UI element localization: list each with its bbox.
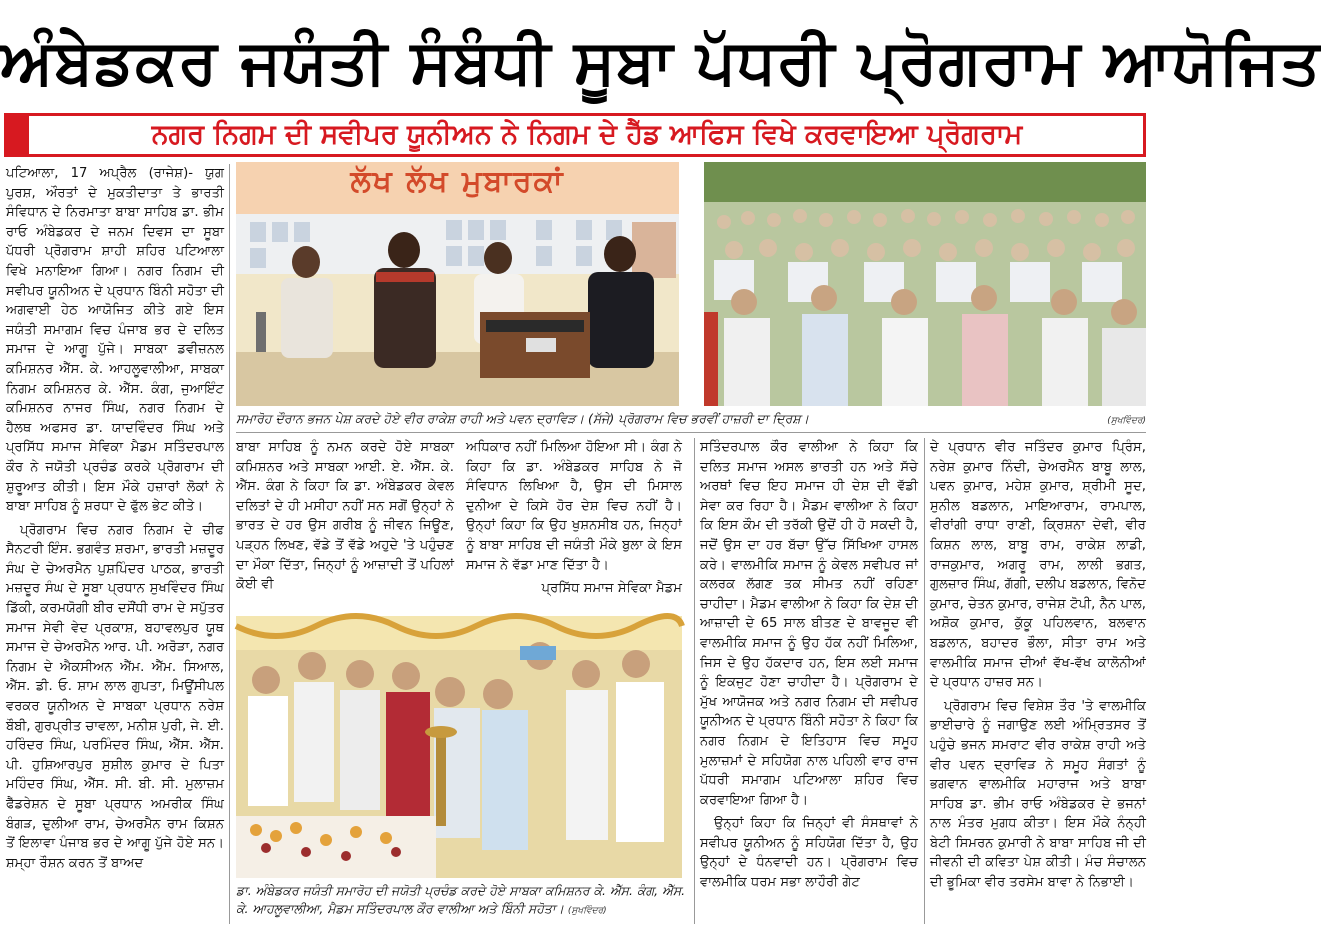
article-column-4 <box>700 438 918 924</box>
column2-paragraph-1: ਬਾਬਾ ਸਾਹਿਬ ਨੂੰ ਨਮਨ ਕਰਦੇ ਹੋਏ ਸਾਬਕਾ ਕਮਿਸ਼ਨਰ ਅਤੇ ਸਾਬਕਾ ਆਈ. ਏ. ਐੱਸ. ਕੇ. ਐੱਸ. ਕੰਗ ਨੇ ਕਿਹਾ ਕਿ ਡਾ. ਅੰਬੇਡਕਰ ਕੇਵਲ ਦਲਿਤਾਂ ਦੇ ਹੀ ਮਸੀਹਾ ਨਹੀਂ ਸਨ ਸਗੋਂ ਉਨ੍ਹਾਂ ਨੇ ਭਾਰਤ ਦੇ ਹਰ ਉਸ ਗਰੀਬ ਨੂੰ ਜੀਵਨ ਜਿਊਣ, ਪੜ੍ਹਨ ਲਿਖਣ, ਵੱਡੇ ਤੋਂ ਵੱਡੇ ਅਹੁਦੇ 'ਤੇ ਪਹੁੰਚਣ ਦਾ ਮੌਕਾ ਦਿੱਤਾ, ਜਿਨ੍ਹਾਂ ਨੂੰ ਆਜ਼ਾਦੀ ਤੋਂ ਪਹਿਲਾਂ ਕੋਈ ਵੀ <box>236 440 454 593</box>
column-divider <box>924 438 925 924</box>
column3-paragraph-2: ਪ੍ਰਸਿੱਧ ਸਮਾਜ ਸੇਵਿਕਾ ਮੈਡਮ <box>541 581 682 597</box>
column-divider <box>694 438 695 924</box>
caption-bottom-credit: (ਸੁਖਵਿੰਦਰ) <box>567 906 607 916</box>
subheadline-accent <box>7 116 29 154</box>
column4-paragraph-1: ਸਤਿੰਦਰਪਾਲ ਕੌਰ ਵਾਲੀਆ ਨੇ ਕਿਹਾ ਕਿ ਦਲਿਤ ਸਮਾਜ ਅਸਲ ਭਾਰਤੀ ਹਨ ਅਤੇ ਸੱਚੇ ਅਰਥਾਂ ਵਿਚ ਇਹ ਸਮਾਜ ਹੀ ਦੇਸ਼ ਦੀ ਵੱਡੀ ਸੇਵਾ ਕਰ ਰਿਹਾ ਹੈ। ਮੈਡਮ ਵਾਲੀਆ ਨੇ ਕਿਹਾ ਕਿ ਇਸ ਕੌਮ ਦੀ ਤਰੱਕੀ ਉਦੋਂ ਹੀ ਹੋ ਸਕਦੀ ਹੈ, ਜਦੋਂ ਉਸ ਦਾ ਹਰ ਬੱਚਾ ਉੱਚ ਸਿੱਖਿਆ ਹਾਸਲ ਕਰੇ। ਵਾਲਮੀਕਿ ਸਮਾਜ ਨੂੰ ਕੇਵਲ ਸਵੀਪਰ ਜਾਂ ਕਲਰਕ ਲੱਗਣ ਤਕ ਸੀਮਤ ਨਹੀਂ ਰਹਿਣਾ ਚਾਹੀਦਾ। ਮੈਡਮ ਵਾਲੀਆ ਨੇ ਕਿਹਾ ਕਿ ਦੇਸ਼ ਦੀ ਆਜ਼ਾਦੀ ਦੇ 65 ਸਾਲ ਬੀਤਣ ਦੇ ਬਾਵਜੂਦ ਵੀ ਵਾਲਮੀਕਿ ਸਮਾਜ ਨੂੰ ਉਹ ਹੱਕ ਨਹੀਂ ਮਿਲਿਆ, ਜਿਸ ਦੇ ਉਹ ਹੱਕਦਾਰ ਹਨ, ਇਸ ਲਈ ਸਮਾਜ ਨੂੰ ਇਕਜੁਟ ਹੋਣਾ ਚਾਹੀਦਾ ਹੈ। ਪ੍ਰੋਗਰਾਮ ਦੇ ਮੁੱਖ ਆਯੋਜਕ ਅਤੇ ਨਗਰ ਨਿਗਮ ਦੀ ਸਵੀਪਰ ਯੂਨੀਅਨ ਦੇ ਪ੍ਰਧਾਨ ਬਿੰਨੀ ਸਹੋਤਾ ਨੇ ਕਿਹਾ ਕਿ ਨਗਰ ਨਿਗਮ ਦੇ ਇਤਿਹਾਸ ਵਿਚ ਸਮੂਹ ਮੁਲਾਜ਼ਮਾਂ ਦੇ ਸਹਿਯੋਗ ਨਾਲ ਪਹਿਲੀ ਵਾਰ ਰਾਜ ਪੱਧਰੀ ਸਮਾਗਮ ਪਟਿਆਲਾ ਸ਼ਹਿਰ ਵਿਚ ਕਰਵਾਇਆ ਗਿਆ ਹੈ। <box>700 440 918 808</box>
photo-lamp-lighting <box>236 616 682 878</box>
caption-bottom-text: ਡਾ. ਅੰਬੇਡਕਰ ਜਯੰਤੀ ਸਮਾਰੋਹ ਦੀ ਜਯੋਤੀ ਪ੍ਰਚੰਡ ਕਰਦੇ ਹੋਏ ਸਾਬਕਾ ਕਮਿਸ਼ਨਰ ਕੇ. ਐੱਸ. ਕੰਗ, ਐੱਸ. ਕੇ. ਆਹਲੂਵਾਲੀਆ, ਮੈਡਮ ਸਤਿੰਦਰਪਾਲ ਕੌਰ ਵਾਲੀਆ ਅਤੇ ਬਿੰਨੀ ਸਹੋਤਾ। <box>236 883 686 916</box>
caption-top-text: ਸਮਾਰੋਹ ਦੌਰਾਨ ਭਜਨ ਪੇਸ਼ ਕਰਦੇ ਹੋਏ ਵੀਰ ਰਾਕੇਸ਼ ਰਾਹੀ ਅਤੇ ਪਵਨ ਦ੍ਰਾਵਿੜ। (ਸੱਜੇ) ਪ੍ਰੋਗਰਾਮ ਵਿਚ ਭਰਵੀਂ ਹਾਜ਼ਰੀ ਦਾ ਦ੍ਰਿਸ਼। <box>236 411 809 426</box>
article-column-1 <box>6 164 224 924</box>
article-column-5 <box>930 438 1146 924</box>
photo-bhajan-singers <box>236 162 679 406</box>
photo-crowd <box>704 162 1146 406</box>
article-column-3 <box>466 438 682 610</box>
column4-paragraph-2: ਉਨ੍ਹਾਂ ਕਿਹਾ ਕਿ ਜਿਨ੍ਹਾਂ ਵੀ ਸੰਸਥਾਵਾਂ ਨੇ ਸਵੀਪਰ ਯੂਨੀਅਨ ਨੂੰ ਸਹਿਯੋਗ ਦਿੱਤਾ ਹੈ, ਉਹ ਉਨ੍ਹਾਂ ਦੇ ਧੰਨਵਾਦੀ ਹਨ। ਪ੍ਰੋਗਰਾਮ ਵਿਚ ਵਾਲਮੀਕਿ ਧਰਮ ਸਭਾ ਲਾਹੌਰੀ ਗੇਟ <box>700 816 918 891</box>
caption-divider <box>236 432 1146 433</box>
column5-paragraph-1: ਦੇ ਪ੍ਰਧਾਨ ਵੀਰ ਜਤਿੰਦਰ ਕੁਮਾਰ ਪ੍ਰਿੰਸ, ਨਰੇਸ਼ ਕੁਮਾਰ ਨਿੰਦੀ, ਚੇਅਰਮੈਨ ਬਾਬੂ ਲਾਲ, ਪਵਨ ਕੁਮਾਰ, ਮਹੇਸ਼ ਕੁਮਾਰ, ਸ਼੍ਰੀਮੀ ਸੂਦ, ਸੁਨੀਲ ਬਡਲਾਨ, ਮਾਇਆਰਾਮ, ਰਾਮਪਾਲ, ਵੀਰਾਂਗੀ ਰਾਧਾ ਰਾਣੀ, ਕ੍ਰਿਸ਼ਨਾ ਦੇਵੀ, ਵੀਰ ਕਿਸ਼ਨ ਲਾਲ, ਬਾਬੂ ਰਾਮ, ਰਾਕੇਸ਼ ਲਾਡੀ, ਰਾਜਕੁਮਾਰ, ਅਗਰੂ ਰਾਮ, ਲਾਲੀ ਭਗਤ, ਗੁਲਜ਼ਾਰ ਸਿੰਘ, ਗੱਗੀ, ਦਲੀਪ ਬਡਲਾਨ, ਵਿਨੋਦ ਕੁਮਾਰ, ਚੇਤਨ ਕੁਮਾਰ, ਰਾਜੇਸ਼ ਟੋਪੀ, ਨੈਨ ਪਾਲ, ਅਸ਼ੋਕ ਕੁਮਾਰ, ਕੁੱਕੂ ਪਹਿਲਵਾਨ, ਬਲਵਾਨ ਬਡਲਾਨ, ਬਹਾਦਰ ਭੌਲਾ, ਸੀਤਾ ਰਾਮ ਅਤੇ ਵਾਲਮੀਕਿ ਸਮਾਜ ਦੀਆਂ ਵੱਖ-ਵੱਖ ਕਾਲੋਨੀਆਂ ਦੇ ਪ੍ਰਧਾਨ ਹਾਜ਼ਰ ਸਨ। <box>930 440 1146 691</box>
caption-bottom <box>236 882 686 926</box>
headline: ਅੰਬੇਡਕਰ ਜਯੰਤੀ ਸੰਬੰਧੀ ਸੂਬਾ ਪੱਧਰੀ ਪ੍ਰੋਗਰਾਮ ਆਯੋਜਿਤ <box>0 25 1321 98</box>
caption-top <box>236 410 1146 430</box>
banner-text: ਲੱਖ ਲੱਖ ਮੁਬਾਰਕਾਂ <box>350 164 565 199</box>
crowd-photo-illustration <box>704 162 1146 406</box>
lamp-photo-illustration <box>236 616 682 878</box>
subheadline-bar <box>4 113 1146 157</box>
column1-paragraph-2: ਪ੍ਰੋਗਰਾਮ ਵਿਚ ਨਗਰ ਨਿਗਮ ਦੇ ਚੀਫ ਸੈਨਟਰੀ ਇੰਸ. ਭਗਵੰਤ ਸ਼ਰਮਾ, ਭਾਰਤੀ ਮਜ਼ਦੂਰ ਸੰਘ ਦੇ ਚੇਅਰਮੈਨ ਪੁਸ਼ਪਿੰਦਰ ਪਾਠਕ, ਭਾਰਤੀ ਮਜ਼ਦੂਰ ਸੰਘ ਦੇ ਸੂਬਾ ਪ੍ਰਧਾਨ ਸੁਖਵਿੰਦਰ ਸਿੰਘ ਡਿੱਕੀ, ਕਰਮਯੋਗੀ ਬੀਰ ਦਸੌਂਧੀ ਰਾਮ ਦੇ ਸਪੁੱਤਰ ਸਮਾਜ ਸੇਵੀ ਵੇਦ ਪ੍ਰਕਾਸ਼, ਬਹਾਵਲਪੁਰ ਯੂਥ ਸਮਾਜ ਦੇ ਚੇਅਰਮੈਨ ਆਰ. ਪੀ. ਅਰੋੜਾ, ਨਗਰ ਨਿਗਮ ਦੇ ਐਕਸੀਅਨ ਐੱਮ. ਐੱਮ. ਸਿਆਲ, ਐੱਸ. ਡੀ. ਓ. ਸ਼ਾਮ ਲਾਲ ਗੁਪਤਾ, ਮਿਊਂਸੀਪਲ ਵਰਕਰ ਯੂਨੀਅਨ ਦੇ ਸਾਬਕਾ ਪ੍ਰਧਾਨ ਨਰੇਸ਼ ਬੌਬੀ, ਗੁਰਪ੍ਰੀਤ ਚਾਵਲਾ, ਮਨੀਸ਼ ਪੁਰੀ, ਜੇ. ਈ. ਹਰਿੰਦਰ ਸਿੰਘ, ਪਰਮਿੰਦਰ ਸਿੰਘ, ਐੱਸ. ਐੱਸ. ਪੀ. ਹੁਸ਼ਿਆਰਪੁਰ ਸੁਸ਼ੀਲ ਕੁਮਾਰ ਦੇ ਪਿਤਾ ਮਹਿੰਦਰ ਸਿੰਘ, ਐੱਸ. ਸੀ. ਬੀ. ਸੀ. ਮੁਲਾਜ਼ਮ ਫੈੱਡਰੇਸ਼ਨ ਦੇ ਸੂਬਾ ਪ੍ਰਧਾਨ ਅਮਰੀਕ ਸਿੰਘ ਬੰਗੜ, ਦੁਲੀਆ ਰਾਮ, ਚੇਅਰਮੈਨ ਰਾਮ ਕਿਸ਼ਨ ਤੋਂ ਇਲਾਵਾ ਪੰਜਾਬ ਭਰ ਦੇ ਆਗੂ ਪੁੱਜੇ ਹੋਏ ਸਨ। ਸ਼ਮ੍ਹਾ ਰੌਸ਼ਨ ਕਰਨ ਤੋਂ ਬਾਅਦ <box>6 522 224 871</box>
column3-paragraph-1: ਅਧਿਕਾਰ ਨਹੀਂ ਮਿਲਿਆ ਹੋਇਆ ਸੀ। ਕੰਗ ਨੇ ਕਿਹਾ ਕਿ ਡਾ. ਅੰਬੇਡਕਰ ਸਾਹਿਬ ਨੇ ਜੋ ਸੰਵਿਧਾਨ ਲਿਖਿਆ ਹੈ, ਉਸ ਦੀ ਮਿਸਾਲ ਦੁਨੀਆ ਦੇ ਕਿਸੇ ਹੋਰ ਦੇਸ਼ ਵਿਚ ਨਹੀਂ ਹੈ। ਉਨ੍ਹਾਂ ਕਿਹਾ ਕਿ ਉਹ ਖੁਸ਼ਨਸੀਬ ਹਨ, ਜਿਨ੍ਹਾਂ ਨੂੰ ਬਾਬਾ ਸਾਹਿਬ ਦੀ ਜਯੰਤੀ ਮੌਕੇ ਬੁਲਾ ਕੇ ਇਸ ਸਮਾਜ ਨੇ ਵੱਡਾ ਮਾਣ ਦਿੱਤਾ ਹੈ। <box>466 440 682 573</box>
column-divider <box>229 164 230 924</box>
column5-paragraph-2: ਪ੍ਰੋਗਰਾਮ ਵਿਚ ਵਿਸ਼ੇਸ਼ ਤੌਰ 'ਤੇ ਵਾਲਮੀਕਿ ਭਾਈਚਾਰੇ ਨੂੰ ਜਗਾਉਣ ਲਈ ਅੰਮ੍ਰਿਤਸਰ ਤੋਂ ਪਹੁੰਚੇ ਭਜਨ ਸਮਰਾਟ ਵੀਰ ਰਾਕੇਸ਼ ਰਾਹੀ ਅਤੇ ਵੀਰ ਪਵਨ ਦ੍ਰਾਵਿੜ ਨੇ ਸਮੂਹ ਸੰਗਤਾਂ ਨੂੰ ਭਗਵਾਨ ਵਾਲਮੀਕਿ ਮਹਾਰਾਜ ਅਤੇ ਬਾਬਾ ਸਾਹਿਬ ਡਾ. ਭੀਮ ਰਾਓ ਅੰਬੇਡਕਰ ਦੇ ਭਜਨਾਂ ਨਾਲ ਮੰਤਰ ਮੁਗਧ ਕੀਤਾ। ਇਸ ਮੌਕੇ ਨੰਨ੍ਹੀ ਬੇਟੀ ਸਿਮਰਨ ਕੁਮਾਰੀ ਨੇ ਬਾਬਾ ਸਾਹਿਬ ਜੀ ਦੀ ਜੀਵਨੀ ਦੀ ਕਵਿਤਾ ਪੇਸ਼ ਕੀਤੀ। ਮੰਚ ਸੰਚਾਲਨ ਦੀ ਭੂਮਿਕਾ ਵੀਰ ਤਰਸੇਮ ਬਾਵਾ ਨੇ ਨਿਭਾਈ। <box>930 698 1146 891</box>
subheadline: ਨਗਰ ਨਿਗਮ ਦੀ ਸਵੀਪਰ ਯੂਨੀਅਨ ਨੇ ਨਿਗਮ ਦੇ ਹੈੱਡ ਆਫਿਸ ਵਿਖੇ ਕਰਵਾਇਆ ਪ੍ਰੋਗਰਾਮ <box>151 119 1023 150</box>
caption-top-credit: (ਸੁਖਵਿੰਦਰ) <box>1107 416 1146 426</box>
article-column-2 <box>236 438 454 610</box>
column1-paragraph-1: ਪਟਿਆਲਾ, 17 ਅਪ੍ਰੈਲ (ਰਾਜੇਸ਼)- ਯੁਗ ਪੁਰਸ਼, ਔਰਤਾਂ ਦੇ ਮੁਕਤੀਦਾਤਾ ਤੇ ਭਾਰਤੀ ਸੰਵਿਧਾਨ ਦੇ ਨਿਰਮਾਤਾ ਬਾਬਾ ਸਾਹਿਬ ਡਾ. ਭੀਮ ਰਾਓ ਅੰਬੇਡਕਰ ਦੇ ਜਨਮ ਦਿਵਸ ਦਾ ਸੂਬਾ ਪੱਧਰੀ ਪ੍ਰੋਗਰਾਮ ਸ਼ਾਹੀ ਸ਼ਹਿਰ ਪਟਿਆਲਾ ਵਿਖੇ ਮਨਾਇਆ ਗਿਆ। ਨਗਰ ਨਿਗਮ ਦੀ ਸਵੀਪਰ ਯੂਨੀਅਨ ਦੇ ਪ੍ਰਧਾਨ ਬਿੰਨੀ ਸਹੋਤਾ ਦੀ ਅਗਵਾਈ ਹੇਠ ਆਯੋਜਿਤ ਕੀਤੇ ਗਏ ਇਸ ਜਯੰਤੀ ਸਮਾਗਮ ਵਿਚ ਪੰਜਾਬ ਭਰ ਦੇ ਦਲਿਤ ਸਮਾਜ ਦੇ ਆਗੂ ਪੁੱਜੇ। ਸਾਬਕਾ ਡਵੀਜ਼ਨਲ ਕਮਿਸ਼ਨਰ ਐੱਸ. ਕੇ. ਆਹਲੂਵਾਲੀਆ, ਸਾਬਕਾ ਨਿਗਮ ਕਮਿਸ਼ਨਰ ਕੇ. ਐੱਸ. ਕੰਗ, ਜੁਆਇੰਟ ਕਮਿਸ਼ਨਰ ਨਾਜਰ ਸਿੰਘ, ਨਗਰ ਨਿਗਮ ਦੇ ਹੈਲਥ ਅਫਸਰ ਡਾ. ਯਾਦਵਿੰਦਰ ਸਿੰਘ ਅਤੇ ਪ੍ਰਸਿੱਧ ਸਮਾਜ ਸੇਵਿਕਾ ਮੈਡਮ ਸਤਿੰਦਰਪਾਲ ਕੌਰ ਨੇ ਜਯੋਤੀ ਪ੍ਰਚੰਡ ਕਰਕੇ ਪ੍ਰੋਗਰਾਮ ਦੀ ਸ਼ੁਰੂਆਤ ਕੀਤੀ। ਇਸ ਮੌਕੇ ਹਜ਼ਾਰਾਂ ਲੋਕਾਂ ਨੇ ਬਾਬਾ ਸਾਹਿਬ ਨੂੰ ਸ਼ਰਧਾ ਦੇ ਫੁੱਲ ਭੇਟ ਕੀਤੇ। <box>6 166 224 515</box>
